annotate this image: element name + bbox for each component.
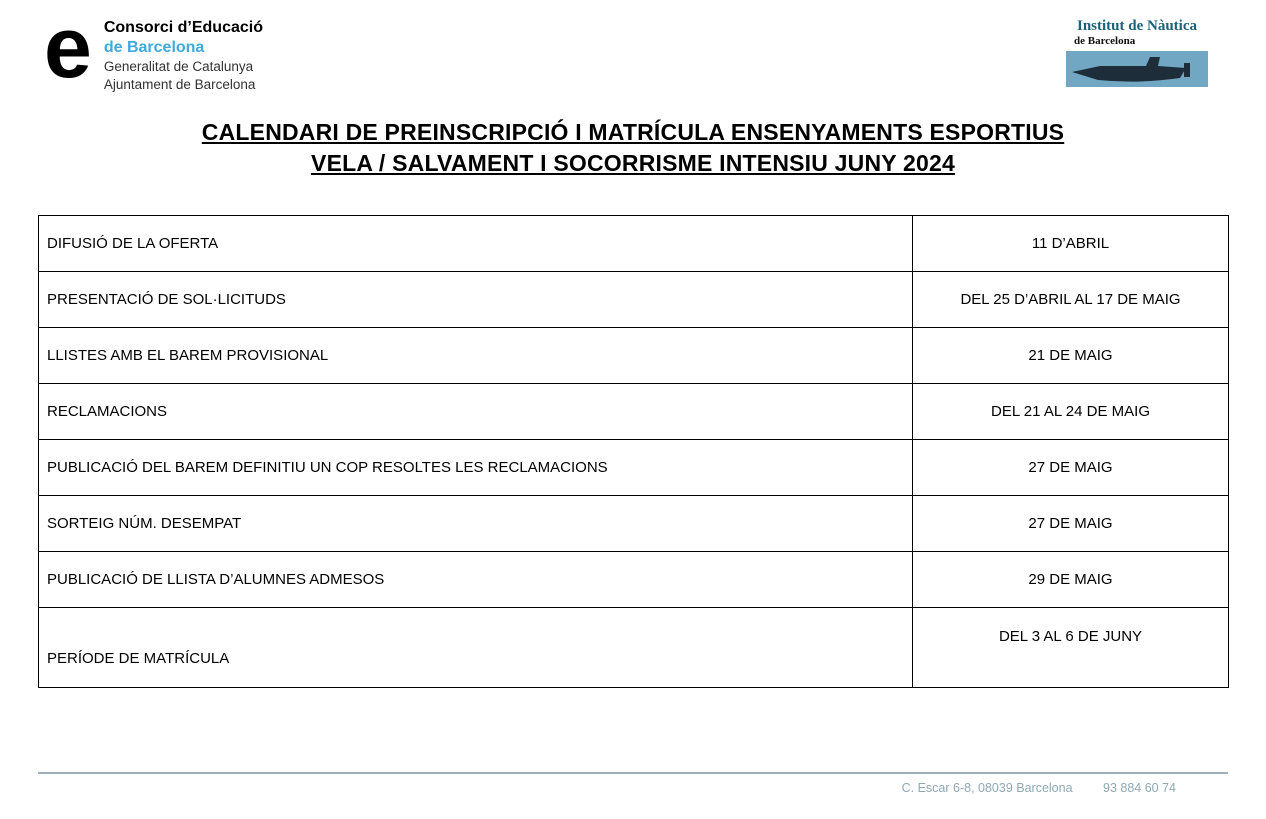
- row-label: PRESENTACIÓ DE SOL·LICITUDS: [47, 291, 286, 309]
- consorci-city: de Barcelona: [103, 39, 205, 56]
- ajuntament-label: Ajuntament de Barcelona: [103, 76, 256, 92]
- row-date: 11 D’ABRIL: [1031, 235, 1110, 253]
- row-label-cell: [39, 216, 913, 272]
- row-date: 21 DE MAIG: [1028, 347, 1113, 365]
- row-label-cell: [39, 272, 913, 328]
- footer-phone: 93 884 60 74: [1103, 781, 1176, 795]
- consorci-logo-text: [104, 16, 263, 93]
- nautica-city: de Barcelona: [1074, 34, 1136, 47]
- calendar-table-body: [39, 216, 1229, 688]
- footer-address: C. Escar 6-8, 08039 Barcelona: [901, 781, 1073, 795]
- row-label: PUBLICACIÓ DE LLISTA D’ALUMNES ADMESOS: [47, 571, 385, 589]
- row-label: PERÍODE DE MATRÍCULA: [47, 650, 230, 668]
- table-row: [39, 272, 1229, 328]
- nautica-logo: [1066, 18, 1208, 87]
- table-row: [39, 216, 1229, 272]
- table-row: [39, 552, 1229, 608]
- consorci-name: Consorci d’Educació: [103, 19, 263, 36]
- table-row: [39, 496, 1229, 552]
- row-date: DEL 25 D’ABRIL AL 17 DE MAIG: [960, 291, 1181, 309]
- row-date-cell: [913, 552, 1229, 608]
- row-label: PUBLICACIÓ DEL BAREM DEFINITIU UN COP RESOLTES LES RECLAMACIONS: [47, 459, 608, 477]
- nautica-name: Institut de Nàutica: [1076, 18, 1197, 34]
- title-line-2: VELA / SALVAMENT I SOCORRISME INTENSIU JUNY 2024: [311, 150, 955, 177]
- footer: [38, 772, 1228, 797]
- row-label: DIFUSIÓ DE LA OFERTA: [47, 235, 219, 253]
- page-title: [0, 117, 1266, 179]
- consorci-logo: [44, 0, 263, 96]
- header: [0, 0, 1266, 96]
- row-label-cell: [39, 384, 913, 440]
- row-label: LLISTES AMB EL BAREM PROVISIONAL: [47, 347, 329, 365]
- title-line-1: CALENDARI DE PREINSCRIPCIÓ I MATRÍCULA ENSENYAMENTS ESPORTIUS: [201, 119, 1065, 146]
- table-row: [39, 608, 1229, 688]
- row-label-cell: [39, 328, 913, 384]
- row-date-cell: [913, 328, 1229, 384]
- row-label: RECLAMACIONS: [47, 403, 168, 421]
- row-date: 27 DE MAIG: [1028, 515, 1113, 533]
- table-row: [39, 440, 1229, 496]
- row-label-cell: [39, 608, 913, 688]
- boat-icon: [1066, 51, 1208, 87]
- row-date: DEL 3 AL 6 DE JUNY: [998, 628, 1143, 646]
- table-row: [39, 328, 1229, 384]
- row-label-cell: [39, 552, 913, 608]
- row-date-cell: [913, 272, 1229, 328]
- row-date-cell: [913, 608, 1229, 688]
- row-label-cell: [39, 440, 913, 496]
- row-date-cell: [913, 440, 1229, 496]
- row-date: 27 DE MAIG: [1028, 459, 1113, 477]
- row-label-cell: [39, 496, 913, 552]
- row-date-cell: [913, 496, 1229, 552]
- generalitat-label: Generalitat de Catalunya: [103, 59, 254, 74]
- consorci-e-logo-icon: e: [44, 0, 90, 96]
- row-date: DEL 21 AL 24 DE MAIG: [991, 403, 1150, 421]
- row-label: SORTEIG NÚM. DESEMPAT: [47, 515, 242, 533]
- row-date: 29 DE MAIG: [1028, 571, 1113, 589]
- row-date-cell: [913, 384, 1229, 440]
- table-row: [39, 384, 1229, 440]
- row-date-cell: [913, 216, 1229, 272]
- calendar-table: [38, 215, 1229, 688]
